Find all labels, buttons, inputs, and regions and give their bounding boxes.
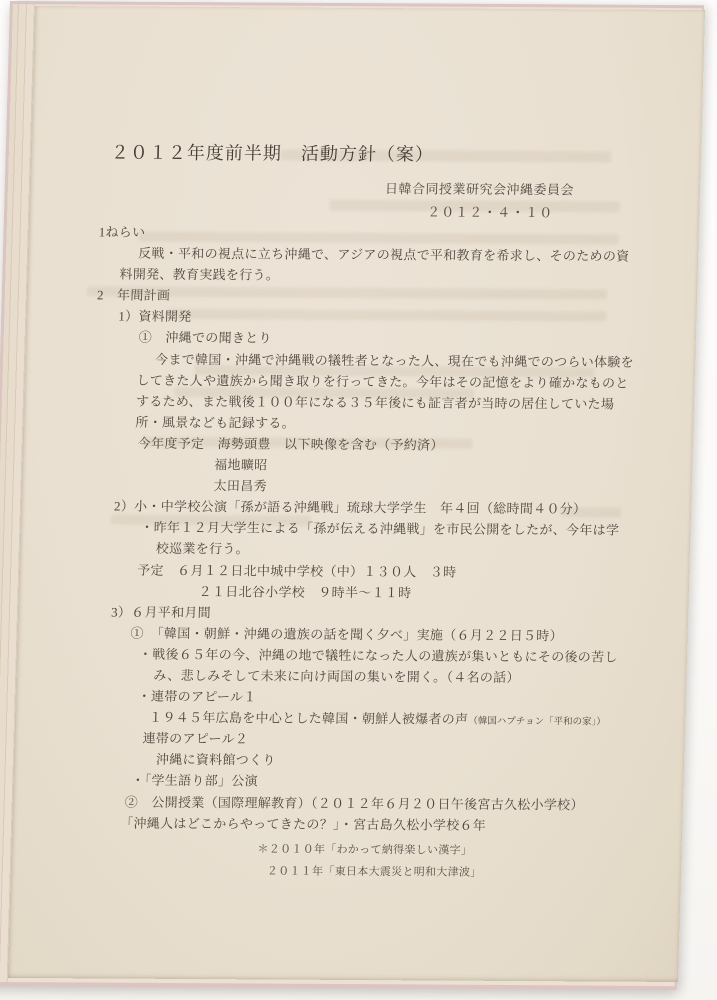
paper-page xyxy=(8,6,705,982)
document-line xyxy=(198,581,649,605)
line-text: ・戦後６５年の今、沖縄の地で犠牲になった人の遺族が集いともにその後の苦し xyxy=(138,646,618,665)
document-line xyxy=(137,559,650,583)
line-text: 「沖縄人はどこからやってきたの？」・宮古島久松小学校６年 xyxy=(119,815,487,833)
document-line xyxy=(138,327,656,351)
line-text: ・「学生語り部」公演 xyxy=(131,773,259,789)
document-title: ２０１２年度前半期 活動方針（案） xyxy=(110,142,435,165)
document-line xyxy=(257,838,642,863)
document-organization: 日韓合同授業研究会沖縄委員会 xyxy=(384,181,575,198)
line-text: 予定 ６月１２日北中城中学校（中）１３０人 ３時 xyxy=(137,562,457,580)
line-text: 2）小・中学校公演「孫が語る沖縄戦」琉球大学学生 年４回（総時間４０分） xyxy=(113,498,587,517)
document-line xyxy=(136,390,655,414)
line-text: するため、また戦後１００年になる３５年後にも証言者が当時の居住していた場 xyxy=(135,393,615,412)
document-line xyxy=(213,475,652,499)
document-line xyxy=(119,264,658,288)
line-text: 今まで韓国・沖縄で沖縄戦の犠牲者となった人、現在でも沖縄でのつらい体験を xyxy=(154,351,635,370)
document-body xyxy=(81,221,659,885)
line-text: １９４５年広島を中心とした韓国・朝鮮人被爆者の声 xyxy=(148,709,469,727)
line-text: 今年度予定 海勢頭豊 以下映像を含む（予約済） xyxy=(137,435,444,453)
line-text: ② 公開授業（国際理解教育）（２０１２年６月２０日午後宮古久松小学校） xyxy=(124,794,585,812)
document-text xyxy=(81,138,662,885)
document-line xyxy=(124,791,643,815)
document-line xyxy=(155,348,656,372)
line-annotation-small: （韓国ハプチョン「平和の家」） xyxy=(468,716,606,728)
document-line xyxy=(135,411,654,435)
line-text: 1）資料開発 xyxy=(118,308,192,325)
document-date: ２０１２・４・１０ xyxy=(427,204,554,221)
line-text: ２１日北谷小学校 ９時半～１１時 xyxy=(198,583,412,600)
line-text: 連帯のアピール２ xyxy=(142,730,249,747)
line-text: 料開発、教育実践を行う。 xyxy=(119,266,280,283)
document-line xyxy=(267,861,642,886)
line-text: 2 年間計画 xyxy=(96,287,171,304)
line-text: 校巡業を行う。 xyxy=(155,541,250,557)
document-line xyxy=(111,601,649,625)
document-line xyxy=(130,622,648,646)
line-text: 3）６月平和月間 xyxy=(110,604,212,620)
line-text: 福地曠昭 xyxy=(214,457,268,473)
line-text: してきた人や遺族から聞き取りを行ってきた。今年はその記憶をより確かなものと xyxy=(136,372,629,391)
line-text: ２０１１年「東日本大震災と明和大津波」 xyxy=(266,865,482,879)
line-text: 太田昌秀 xyxy=(213,478,268,494)
document-line xyxy=(131,770,644,794)
line-text: 所・風景なども記録する。 xyxy=(135,414,296,431)
line-text: ・連帯のアピール１ xyxy=(137,688,257,705)
document-line xyxy=(120,812,643,836)
line-text: 反戦・平和の視点に立ち沖縄で、アジアの視点で平和教育を希求し、そのための資 xyxy=(137,245,630,264)
line-text: 沖縄に資料館つくり xyxy=(155,752,276,768)
line-text: ① 沖縄での聞きとり xyxy=(138,330,272,346)
document-line xyxy=(142,728,645,752)
document-line xyxy=(149,707,646,731)
line-text: ・昨年１２月大学生による「孫が伝える沖縄戦」を市民公開をしたが、今年は学 xyxy=(140,519,620,538)
line-text: 1ねらい xyxy=(98,224,146,240)
document-line xyxy=(136,369,655,393)
document-line xyxy=(214,454,653,478)
document-line xyxy=(139,644,648,668)
line-text: み、悲しみそして未来に向け両国の集いを開く。（４名の話） xyxy=(153,667,520,685)
line-text: ① 「韓国・朝鮮・沖縄の遺族の話を聞く夕べ」実施（６月２２日５時） xyxy=(130,625,564,644)
document-line xyxy=(156,538,651,562)
document-line xyxy=(156,749,645,773)
line-text: ＊２０１０年「わかって納得楽しい漢字」 xyxy=(257,843,473,857)
document-line xyxy=(153,665,647,689)
